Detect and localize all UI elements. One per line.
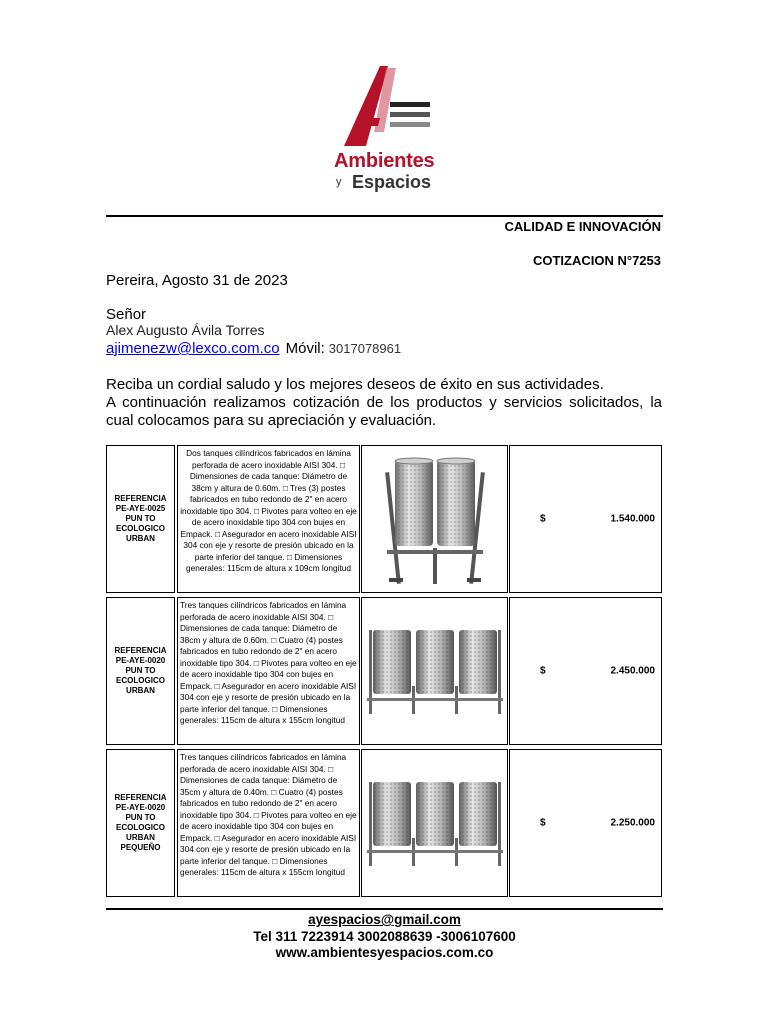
item-reference: REFERENCIA PE-AYE-0025 PUN TO ECOLOGICO URBAN <box>106 445 175 593</box>
item-description: Tres tanques cilíndricos fabricados en lámina perforada de acero inoxidable AISI 304. □ Dimensiones de cada tanque: Diámetro de 35cm y altura de 0.40m. □ Cuatro (4) postes fabricados en tubo redondo de 2" en acero inoxidable tipo 304. □ Pivotes para volteo en eje de acero inoxidable tipo 304 con bujes en Empack. □ Asegurador en acero inoxidable AISI 304 con eje y resorte de presión ubicado en la parte inferior del tanque. □ Dimensiones generales: 115cm de altura x 155cm longitud <box>177 749 360 897</box>
intro-paragraph: A continuación realizamos cotización de los productos y servicios solicitados, la cual colocamos para su apreciación y evaluación. <box>106 394 662 429</box>
product-image <box>361 597 508 745</box>
product-image <box>361 749 508 897</box>
currency-symbol: $ <box>540 817 546 829</box>
footer-divider <box>106 908 663 910</box>
item-reference: REFERENCIA PE-AYE-0020 PUN TO ECOLOGICO URBAN PEQUEÑO <box>106 749 175 897</box>
item-description: Tres tanques cilíndricos fabricados en lámina perforada de acero inoxidable AISI 304. □ Dimensiones de cada tanque: Diámetro de 38cm y altura de 0.60m. □ Cuatro (4) postes fabricados en tubo redondo de 2" en acero inoxidable tipo 304. □ Pivotes para volteo en eje de acero inoxidable tipo 304 con bujes en Empack. □ Asegurador en acero inoxidable AISI 304 con eje y resorte de presión ubicado en la parte inferior del tanque. □ Dimensiones generales: 115cm de altura x 155cm longitud <box>177 597 360 745</box>
product-image <box>361 445 508 593</box>
currency-symbol: $ <box>540 665 546 677</box>
item-price-cell <box>509 445 662 593</box>
greeting-paragraph: Reciba un cordial saludo y los mejores deseos de éxito en sus actividades. <box>106 376 604 393</box>
footer-email[interactable]: ayespacios@gmail.com <box>308 912 461 927</box>
item-price: 1.540.000 <box>610 513 655 525</box>
salutation: Señor <box>106 306 147 323</box>
quote-row <box>106 749 662 897</box>
logo-wordmark: Ambientes <box>334 150 435 172</box>
three-bin-recycling-station-small-icon <box>365 778 505 868</box>
item-price: 2.450.000 <box>610 665 655 677</box>
logo-connector: y <box>336 176 342 188</box>
company-logo <box>328 62 444 196</box>
item-price: 2.250.000 <box>610 817 655 829</box>
two-bin-recycling-station-icon <box>373 452 497 586</box>
item-price-cell <box>509 749 662 897</box>
currency-symbol: $ <box>540 513 546 525</box>
ae-logo-mark-icon <box>334 62 438 148</box>
quote-number: COTIZACION N°7253 <box>532 253 661 268</box>
recipient-name: Alex Augusto Ávila Torres <box>106 322 265 338</box>
three-bin-recycling-station-icon <box>365 626 505 716</box>
mobile-number: 3017078961 <box>328 341 402 356</box>
footer-website[interactable]: www.ambientesyespacios.com.co <box>275 945 494 960</box>
letter-date: Pereira, Agosto 31 de 2023 <box>106 272 288 289</box>
item-description: Dos tanques cilíndricos fabricados en lámina perforada de acero inoxidable AISI 304. □ Dimensiones de cada tanque: Diámetro de 38cm y altura de 0.60m. □ Tres (3) postes fabricados en tubo redondo de 2" en acero inoxidable tipo 304. □ Pivotes para volteo en eje de acero inoxidable tipo 304 con bujes en Empack. □ Asegurador en acero inoxidable AISI 304 con eje y resorte de presión ubicado en la parte inferior del tanque. □ Dimensiones generales: 115cm de altura x 109cm longitud <box>177 445 360 593</box>
item-reference: REFERENCIA PE-AYE-0020 PUN TO ECOLOGICO URBAN <box>106 597 175 745</box>
quote-row <box>106 445 662 593</box>
footer-phones: Tel 311 7223914 3002088639 -3006107600 <box>253 929 516 944</box>
quote-row <box>106 597 662 745</box>
mobile-label: Móvil: <box>285 340 325 357</box>
company-tagline: CALIDAD E INNOVACIÓN <box>504 219 661 234</box>
logo-subword: Espacios <box>352 172 432 192</box>
recipient-contact <box>106 340 401 357</box>
recipient-email-link[interactable]: ajimenezw@lexco.com.co <box>106 340 280 357</box>
header-divider <box>106 215 663 217</box>
item-price-cell <box>509 597 662 745</box>
